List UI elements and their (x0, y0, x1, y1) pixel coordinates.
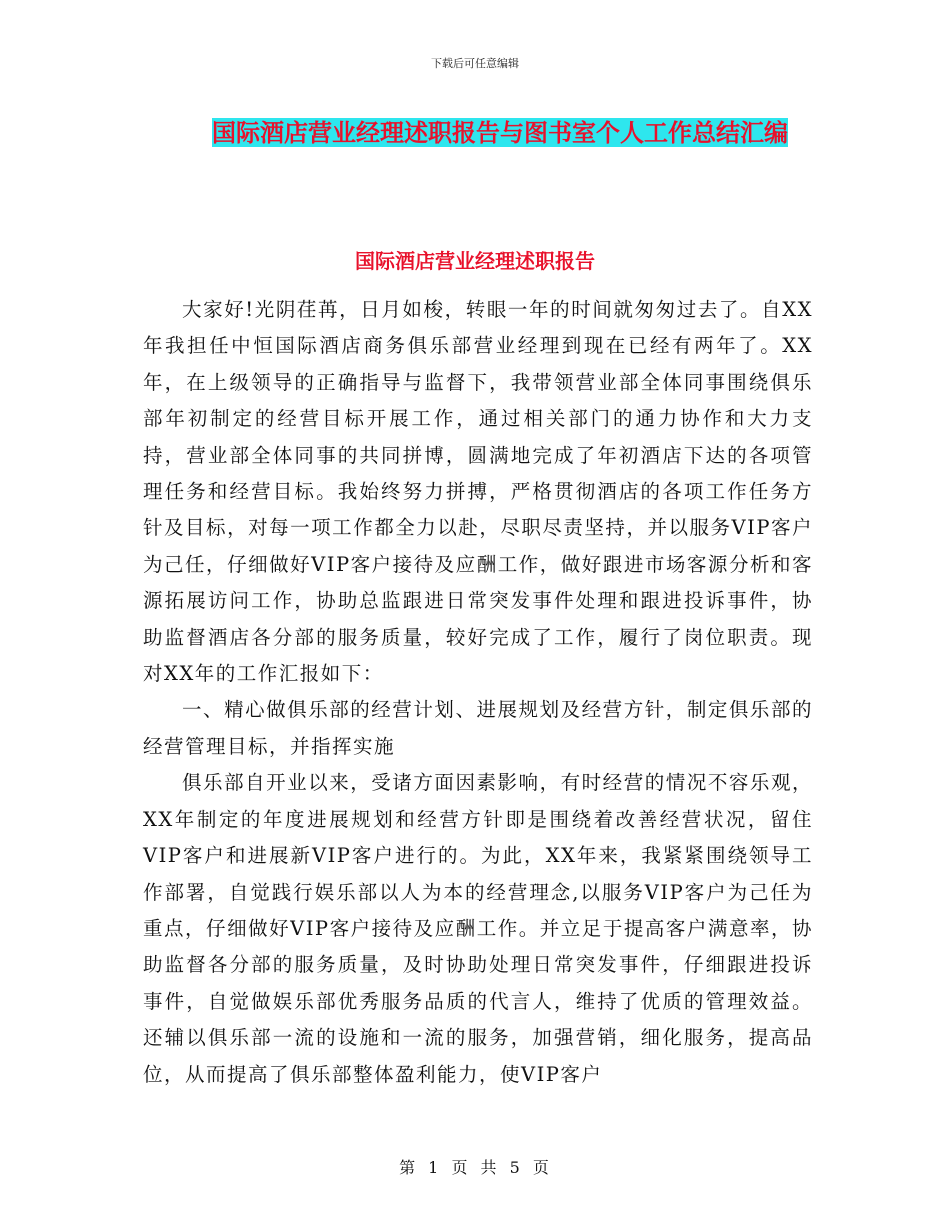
document-title-text: 国际酒店营业经理述职报告与图书室个人工作总结汇编 (212, 118, 788, 147)
paragraph: 一、精心做俱乐部的经营计划、进展规划及经营方针，制定俱乐部的经营管理目标，并指挥实施 (143, 698, 813, 758)
section-title: 国际酒店营业经理述职报告 (355, 249, 595, 273)
paragraph: 大家好!光阴荏苒，日月如梭，转眼一年的时间就匆匆过去了。自XX年我担任中恒国际酒店商务俱乐部营业经理到现在已经有两年了。XX年，在上级领导的正确指导与监督下，我带领营业部全体同事围绕俱乐部年初制定的经营目标开展工作，通过相关部门的通力协作和大力支持，营业部全体同事的共同拼博，圆满地完成了年初酒店下达的各项管理任务和经营目标。我始终努力拼搏，严格贯彻酒店的各项工作任务方针及目标，对每一项工作都全力以赴，尽职尽责坚持，并以服务VIP客户为己任，仔细做好VIP客户接待及应酬工作，做好跟进市场客源分析和客源拓展访问工作，协助总监跟进日常突发事件处理和跟进投诉事件，协助监督酒店各分部的服务质量，较好完成了工作，履行了岗位职责。现对XX年的工作汇报如下： (143, 298, 813, 686)
header-note: 下载后可任意编辑 (431, 57, 519, 70)
page-number-footer: 第 1 页 共 5 页 (399, 1158, 551, 1177)
paragraph: 俱乐部自开业以来，受诸方面因素影响，有时经营的情况不容乐观，XX年制定的年度进展规划和经营方针即是围绕着改善经营状况，留住VIP客户和进展新VIP客户进行的。为此，XX年来，我紧紧围绕领导工作部署，自觉践行娱乐部以人为本的经营理念,以服务VIP客户为己任为重点，仔细做好VIP客户接待及应酬工作。并立足于提高客户满意率，协助监督各分部的服务质量，及时协助处理日常突发事件，仔细跟进投诉事件，自觉做娱乐部优秀服务品质的代言人，维持了优质的管理效益。还辅以俱乐部一流的设施和一流的服务，加强营销，细化服务，提高品位，从而提高了俱乐部整体盈利能力，使VIP客户 (143, 771, 813, 1086)
document-body (143, 292, 813, 1093)
document-title (120, 110, 880, 156)
